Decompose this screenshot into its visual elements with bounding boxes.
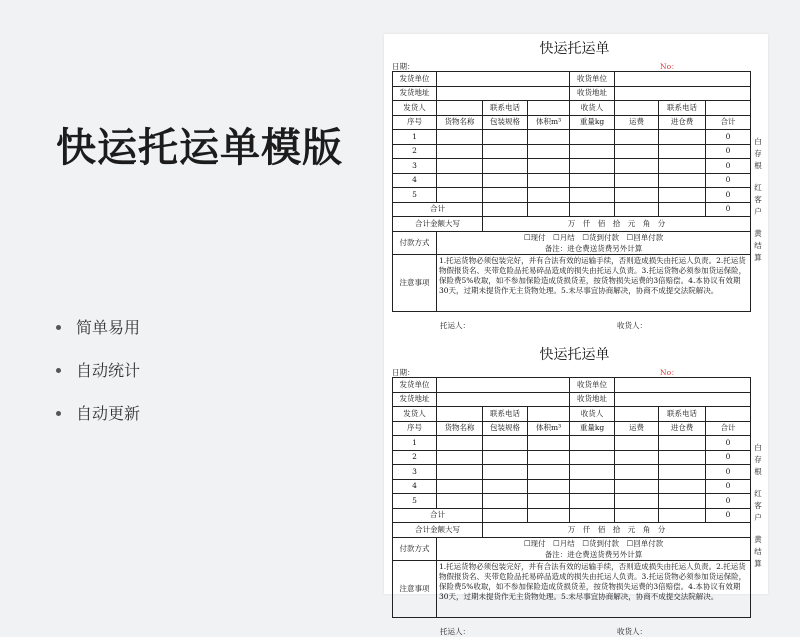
table-row xyxy=(393,392,751,407)
cell[interactable] xyxy=(570,494,615,509)
receiver-address-label: 收货地址 xyxy=(570,86,615,101)
sender-address-field[interactable] xyxy=(437,392,570,407)
column-header: 包装规格 xyxy=(483,115,528,130)
receiver-address-field[interactable] xyxy=(615,392,751,407)
consignee-field[interactable] xyxy=(615,101,659,116)
receiver-address-field[interactable] xyxy=(615,86,751,101)
feature-item xyxy=(56,306,140,349)
cell[interactable] xyxy=(483,436,528,451)
shipper-label: 发货人 xyxy=(393,407,437,422)
payment-label: 付款方式 xyxy=(393,537,437,560)
shipper-signature-label: 托运人： xyxy=(440,627,470,636)
table-row xyxy=(393,72,751,87)
payment-label: 付款方式 xyxy=(393,231,437,254)
row-index: 1 xyxy=(393,436,437,451)
cell[interactable] xyxy=(528,159,570,174)
cell[interactable] xyxy=(615,130,659,145)
table-row xyxy=(393,450,751,465)
column-header: 重量kg xyxy=(570,421,615,436)
copy-label-yellow: 黄结算 xyxy=(754,535,762,568)
shipper-label: 发货人 xyxy=(393,101,437,116)
cell[interactable] xyxy=(615,479,659,494)
shipper-phone-label: 联系电话 xyxy=(483,101,528,116)
cell xyxy=(615,202,659,217)
receiver-signature-label: 收货人： xyxy=(617,321,647,330)
sender-unit-field[interactable] xyxy=(437,72,570,87)
document-preview xyxy=(384,34,768,636)
payment-options[interactable]: ☐现付 ☐月结 ☐货到付款 ☐回单付款 xyxy=(523,232,664,242)
date-label: 日期： xyxy=(392,62,415,71)
receiver-unit-field[interactable] xyxy=(615,72,751,87)
column-header: 合计 xyxy=(706,115,751,130)
shipper-field[interactable] xyxy=(437,407,483,422)
sum-row xyxy=(393,508,751,523)
notes-label: 注意事项 xyxy=(393,254,437,311)
amount-units[interactable]: 万 仟 佰 拾 元 角 分 xyxy=(483,217,751,232)
column-header: 序号 xyxy=(393,421,437,436)
date-label: 日期： xyxy=(392,368,415,377)
cell xyxy=(483,202,528,217)
table-row xyxy=(393,144,751,159)
cell[interactable] xyxy=(483,494,528,509)
table-row xyxy=(393,101,751,116)
cell[interactable] xyxy=(659,173,706,188)
sender-unit-label: 发货单位 xyxy=(393,378,437,393)
consignee-phone-field[interactable] xyxy=(706,101,751,116)
cell[interactable] xyxy=(483,188,528,203)
cell[interactable] xyxy=(570,159,615,174)
shipper-field[interactable] xyxy=(437,101,483,116)
consignee-phone-label: 联系电话 xyxy=(659,407,706,422)
cell[interactable] xyxy=(437,465,483,480)
cell[interactable] xyxy=(615,436,659,451)
shipper-phone-label: 联系电话 xyxy=(483,407,528,422)
table-row xyxy=(393,378,751,393)
cell[interactable] xyxy=(437,479,483,494)
bullet-icon xyxy=(56,325,61,330)
cell[interactable] xyxy=(659,159,706,174)
sender-unit-label: 发货单位 xyxy=(393,72,437,87)
sender-unit-field[interactable] xyxy=(437,378,570,393)
cell[interactable] xyxy=(659,494,706,509)
cell[interactable] xyxy=(528,494,570,509)
receiver-unit-label: 收货单位 xyxy=(570,378,615,393)
bullet-icon xyxy=(56,411,61,416)
cell xyxy=(483,508,528,523)
table-row xyxy=(393,436,751,451)
row-index: 5 xyxy=(393,188,437,203)
column-header: 重量kg xyxy=(570,115,615,130)
row-index: 3 xyxy=(393,159,437,174)
cell[interactable] xyxy=(615,465,659,480)
cell[interactable] xyxy=(437,173,483,188)
cell[interactable] xyxy=(437,130,483,145)
cell[interactable] xyxy=(659,188,706,203)
cell[interactable] xyxy=(570,465,615,480)
header-row xyxy=(393,421,751,436)
cell[interactable] xyxy=(615,159,659,174)
sum-total: 0 xyxy=(706,202,751,217)
payment-options-cell[interactable] xyxy=(437,231,751,254)
payment-row xyxy=(393,231,751,254)
copy-label-yellow: 黄结算 xyxy=(754,229,762,262)
consignee-phone-field[interactable] xyxy=(706,407,751,422)
serial-no-label: No： xyxy=(660,368,679,377)
cell[interactable] xyxy=(483,130,528,145)
table-row xyxy=(393,407,751,422)
cell[interactable] xyxy=(437,450,483,465)
sum-total: 0 xyxy=(706,508,751,523)
copy-labels xyxy=(753,442,763,580)
cell[interactable] xyxy=(483,450,528,465)
cell xyxy=(528,202,570,217)
cell[interactable] xyxy=(483,159,528,174)
row-total: 0 xyxy=(706,130,751,145)
consignee-label: 收货人 xyxy=(570,407,615,422)
page-title: 快运托运单模版 xyxy=(56,125,343,171)
table-row xyxy=(393,86,751,101)
sender-address-label: 发货地址 xyxy=(393,392,437,407)
notes-label: 注意事项 xyxy=(393,560,437,617)
consignee-label: 收货人 xyxy=(570,101,615,116)
table-row xyxy=(393,173,751,188)
row-index: 4 xyxy=(393,479,437,494)
sum-row xyxy=(393,202,751,217)
cell[interactable] xyxy=(570,188,615,203)
cell[interactable] xyxy=(528,479,570,494)
bullet-icon xyxy=(56,368,61,373)
amount-words-label: 合计金额大写 xyxy=(393,523,483,538)
form-title: 快运托运单 xyxy=(539,347,610,363)
copy-label-white: 白存根 xyxy=(754,443,762,476)
shipper-phone-field[interactable] xyxy=(528,101,570,116)
row-index: 4 xyxy=(393,173,437,188)
cell[interactable] xyxy=(570,173,615,188)
cell[interactable] xyxy=(528,173,570,188)
column-header: 体积m³ xyxy=(528,421,570,436)
table-row xyxy=(393,465,751,480)
column-header: 序号 xyxy=(393,115,437,130)
waybill-table xyxy=(392,377,751,618)
column-header: 进仓费 xyxy=(659,421,706,436)
copy-labels xyxy=(753,136,763,274)
cell[interactable] xyxy=(659,144,706,159)
cell[interactable] xyxy=(483,479,528,494)
row-total: 0 xyxy=(706,188,751,203)
table-row xyxy=(393,479,751,494)
cell[interactable] xyxy=(615,173,659,188)
cell xyxy=(528,508,570,523)
row-total: 0 xyxy=(706,436,751,451)
cell[interactable] xyxy=(570,479,615,494)
sum-label: 合计 xyxy=(393,508,483,523)
cell[interactable] xyxy=(483,144,528,159)
cell[interactable] xyxy=(659,436,706,451)
payment-row xyxy=(393,537,751,560)
column-header: 进仓费 xyxy=(659,115,706,130)
row-total: 0 xyxy=(706,450,751,465)
amount-row xyxy=(393,523,751,538)
cell[interactable] xyxy=(528,188,570,203)
amount-words-label: 合计金额大写 xyxy=(393,217,483,232)
feature-label: 简单易用 xyxy=(76,318,141,337)
payment-note: 备注：进仓费送货费另外计算 xyxy=(544,243,643,253)
row-index: 2 xyxy=(393,450,437,465)
cell xyxy=(659,508,706,523)
row-total: 0 xyxy=(706,144,751,159)
cell[interactable] xyxy=(437,144,483,159)
feature-label: 自动更新 xyxy=(76,404,141,423)
copy-label-red: 红客户 xyxy=(754,489,762,522)
table-row xyxy=(393,159,751,174)
cell[interactable] xyxy=(483,465,528,480)
receiver-unit-label: 收货单位 xyxy=(570,72,615,87)
form-title: 快运托运单 xyxy=(539,41,610,57)
cell[interactable] xyxy=(528,436,570,451)
column-header: 体积m³ xyxy=(528,115,570,130)
column-header: 合计 xyxy=(706,421,751,436)
cell xyxy=(570,508,615,523)
cell[interactable] xyxy=(615,144,659,159)
column-header: 货物名称 xyxy=(437,115,483,130)
payment-options[interactable]: ☐现付 ☐月结 ☐货到付款 ☐回单付款 xyxy=(523,538,664,548)
feature-list xyxy=(56,306,140,435)
header-row xyxy=(393,115,751,130)
cell[interactable] xyxy=(659,130,706,145)
copy-label-red: 红客户 xyxy=(754,183,762,216)
column-header: 货物名称 xyxy=(437,421,483,436)
cell[interactable] xyxy=(570,436,615,451)
consignee-field[interactable] xyxy=(615,407,659,422)
cell[interactable] xyxy=(437,188,483,203)
notes-row xyxy=(393,560,751,617)
cell xyxy=(659,202,706,217)
column-header: 运费 xyxy=(615,421,659,436)
row-index: 5 xyxy=(393,494,437,509)
cell[interactable] xyxy=(659,465,706,480)
notes-text: 1.托运货物必须包装完好，并有合法有效的运输手续，否则造成损失由托运人负责。2.托运货物假报货名、夹带危险品托易碎品造成的损失由托运人负责。3.托运货物必须参加货运保险，保险费5%收取，如不参加保险造成货损货差，按货物损失运费的3倍赔偿。4.本协议有效期30天，过期未提货作无主货物处理。5.未尽事宜协商解决，协商不成提交法院解决。 xyxy=(437,254,751,311)
row-total: 0 xyxy=(706,173,751,188)
cell[interactable] xyxy=(483,173,528,188)
cell[interactable] xyxy=(615,450,659,465)
cell[interactable] xyxy=(528,130,570,145)
column-header: 运费 xyxy=(615,115,659,130)
row-index: 2 xyxy=(393,144,437,159)
sender-address-field[interactable] xyxy=(437,86,570,101)
payment-note: 备注：进仓费送货费另外计算 xyxy=(544,549,643,559)
copy-label-white: 白存根 xyxy=(754,137,762,170)
cell[interactable] xyxy=(570,144,615,159)
row-total: 0 xyxy=(706,479,751,494)
receiver-unit-field[interactable] xyxy=(615,378,751,393)
shipper-signature-label: 托运人： xyxy=(440,321,470,330)
consignee-phone-label: 联系电话 xyxy=(659,101,706,116)
feature-item xyxy=(56,392,140,435)
waybill-table xyxy=(392,71,751,312)
amount-row xyxy=(393,217,751,232)
row-index: 1 xyxy=(393,130,437,145)
table-row xyxy=(393,130,751,145)
row-total: 0 xyxy=(706,465,751,480)
sender-address-label: 发货地址 xyxy=(393,86,437,101)
cell[interactable] xyxy=(659,450,706,465)
cell[interactable] xyxy=(528,450,570,465)
amount-units[interactable]: 万 仟 佰 拾 元 角 分 xyxy=(483,523,751,538)
sum-label: 合计 xyxy=(393,202,483,217)
notes-text: 1.托运货物必须包装完好，并有合法有效的运输手续，否则造成损失由托运人负责。2.托运货物假报货名、夹带危险品托易碎品造成的损失由托运人负责。3.托运货物必须参加货运保险，保险费5%收取，如不参加保险造成货损货差，按货物损失运费的3倍赔偿。4.本协议有效期30天，过期未提货作无主货物处理。5.未尽事宜协商解决，协商不成提交法院解决。 xyxy=(437,560,751,617)
column-header: 包装规格 xyxy=(483,421,528,436)
table-row xyxy=(393,188,751,203)
row-total: 0 xyxy=(706,159,751,174)
serial-no-label: No： xyxy=(660,62,679,71)
cell[interactable] xyxy=(437,159,483,174)
feature-item xyxy=(56,349,140,392)
feature-label: 自动统计 xyxy=(76,361,141,380)
cell[interactable] xyxy=(528,144,570,159)
notes-row xyxy=(393,254,751,311)
cell[interactable] xyxy=(659,479,706,494)
shipper-phone-field[interactable] xyxy=(528,407,570,422)
cell[interactable] xyxy=(615,188,659,203)
cell[interactable] xyxy=(437,494,483,509)
table-row xyxy=(393,494,751,509)
cell[interactable] xyxy=(437,436,483,451)
receiver-address-label: 收货地址 xyxy=(570,392,615,407)
cell xyxy=(615,508,659,523)
row-index: 3 xyxy=(393,465,437,480)
row-total: 0 xyxy=(706,494,751,509)
cell[interactable] xyxy=(615,494,659,509)
cell[interactable] xyxy=(570,450,615,465)
receiver-signature-label: 收货人： xyxy=(617,627,647,636)
payment-options-cell[interactable] xyxy=(437,537,751,560)
cell[interactable] xyxy=(570,130,615,145)
cell xyxy=(570,202,615,217)
cell[interactable] xyxy=(528,465,570,480)
